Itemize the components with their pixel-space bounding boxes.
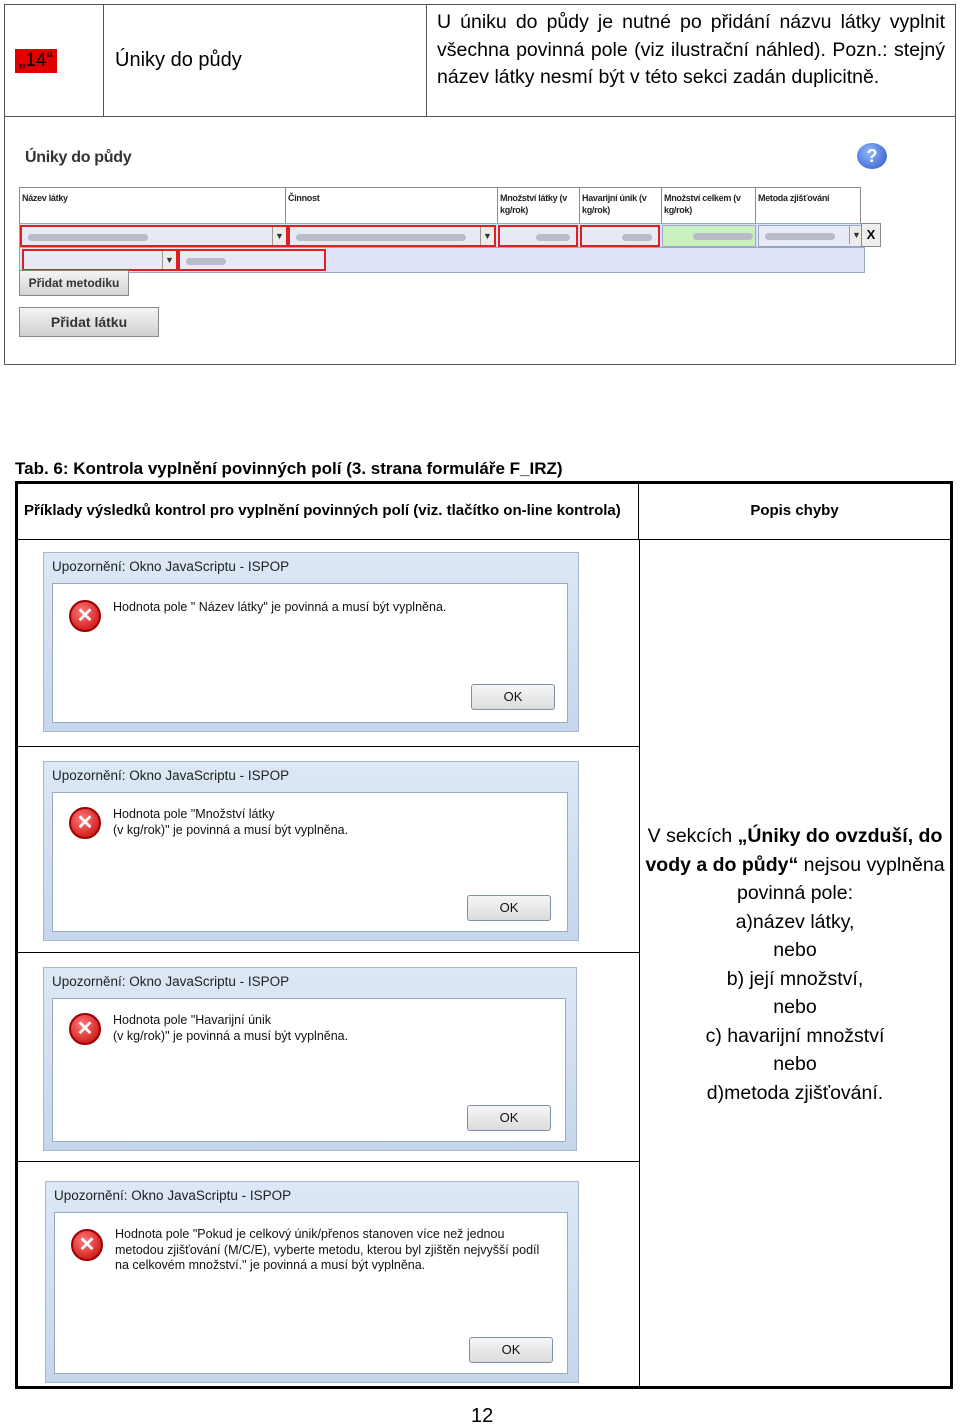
substance-select[interactable] (20, 225, 288, 247)
requirement-description: U úniku do půdy je nutné po přidání názvu látky vyplnit všechna povinná pole (viz ilustrační náhled). Pozn.: stejný název látky nesmí být v této sekci zadán duplicitně. (437, 11, 945, 88)
error-icon: ✕ (69, 807, 101, 839)
dialog-message: Hodnota pole "Množství látky (v kg/rok)" je povinná a musí být vyplněna. (113, 807, 349, 837)
col-header-total: Množství celkem (v kg/rok) (662, 188, 756, 224)
help-icon[interactable]: ? (857, 143, 887, 169)
error-item: a)název látky, (735, 910, 855, 933)
error-item: c) havarijní množství (705, 1024, 885, 1047)
col-header-examples: Příklady výsledků kontrol pro vyplnění povinných polí (viz. tlačítko on-line kontrola) (18, 484, 639, 539)
ok-button[interactable]: OK (467, 1105, 551, 1131)
alert-dialog (43, 761, 579, 941)
dialog-body (52, 792, 568, 932)
ok-button[interactable]: OK (467, 895, 551, 921)
chevron-down-icon[interactable]: ▼ (162, 251, 176, 269)
accident-input[interactable] (580, 225, 660, 247)
method-type-select[interactable] (22, 249, 178, 271)
page-number: 12 (471, 1405, 494, 1427)
method-row (19, 247, 865, 273)
dialog-body (52, 998, 566, 1142)
grid-row (19, 223, 865, 248)
col-header-amount: Množství látky (v kg/rok) (498, 188, 580, 224)
error-item: nebo (773, 939, 817, 961)
method-value-input[interactable] (178, 249, 326, 271)
requirement-row (5, 5, 955, 117)
dialog-title: Upozornění: Okno JavaScriptu - ISPOP (52, 768, 290, 783)
add-substance-button[interactable]: Přidat látku (19, 307, 159, 337)
remove-row-button[interactable]: X (861, 223, 881, 247)
dialog-title: Upozornění: Okno JavaScriptu - ISPOP (52, 559, 290, 574)
validation-table (15, 481, 953, 1389)
col-header-error-description: Popis chyby (750, 502, 839, 519)
section-name-cell (104, 5, 427, 116)
chevron-down-icon[interactable]: ▼ (272, 227, 286, 245)
alert-dialog (43, 552, 579, 732)
col-header-substance: Název látky (20, 188, 286, 224)
dialog-title: Upozornění: Okno JavaScriptu - ISPOP (54, 1188, 292, 1203)
col-header-activity: Činnost (286, 188, 498, 224)
chevron-down-icon[interactable]: ▼ (480, 227, 494, 245)
row-divider (18, 1161, 639, 1162)
table-caption: Tab. 6: Kontrola vyplnění povinných polí (3. strana formuláře F_IRZ) (15, 459, 563, 478)
dialog-body (54, 1212, 568, 1374)
row-number-cell (5, 5, 104, 116)
row-divider (18, 952, 639, 953)
col-header-accident: Havarijní únik (v kg/rok) (580, 188, 662, 224)
dialog-message: Hodnota pole "Pokud je celkový únik/přenos stanoven více než jednou metodou zjišťování (M/C/E), vyberte metodu, kterou byl zjištěn nejvyšší podíl na celkovém množství." je povinná a musí být vyplněna. (115, 1227, 540, 1272)
ok-button[interactable]: OK (469, 1337, 553, 1363)
row-divider (18, 746, 639, 747)
error-icon: ✕ (71, 1229, 103, 1261)
grid-header (19, 187, 861, 225)
alert-dialog (45, 1181, 579, 1383)
error-item: nebo (773, 1053, 817, 1075)
section-name: Úniky do půdy (115, 49, 242, 71)
form-preview (5, 117, 955, 365)
dialog-message: Hodnota pole "Havarijní únik (v kg/rok)" je povinná a musí být vyplněna. (113, 1013, 349, 1043)
error-icon: ✕ (69, 1013, 101, 1045)
dialog-title: Upozornění: Okno JavaScriptu - ISPOP (52, 974, 290, 989)
dialog-body (52, 583, 568, 723)
chevron-down-icon[interactable]: ▼ (849, 226, 863, 244)
col-header-method: Metoda zjišťování (758, 193, 830, 203)
error-item: nebo (773, 996, 817, 1018)
amount-input[interactable] (498, 225, 578, 247)
form-title: Úniky do půdy (25, 149, 132, 166)
method-select[interactable] (758, 225, 864, 247)
validation-table-header (18, 484, 950, 540)
dialog-message: Hodnota pole " Název látky" je povinná a musí být vyplněna. (113, 600, 447, 614)
add-method-button[interactable]: Přidat metodiku (19, 270, 129, 296)
error-item: b) její množství, (726, 967, 864, 990)
error-icon: ✕ (69, 600, 101, 632)
activity-select[interactable] (288, 225, 496, 247)
error-description-intro: V sekcích „Úniky do ovzduší, do vody a do půdy“ nejsou vyplněna povinná pole: (645, 825, 945, 904)
error-description (640, 822, 950, 1107)
ok-button[interactable]: OK (471, 684, 555, 710)
total-input[interactable] (662, 225, 756, 247)
alert-dialog (43, 967, 577, 1151)
requirement-table (4, 4, 956, 365)
error-item: d)metoda zjišťování. (706, 1081, 884, 1104)
row-number: „14“ (15, 49, 57, 73)
